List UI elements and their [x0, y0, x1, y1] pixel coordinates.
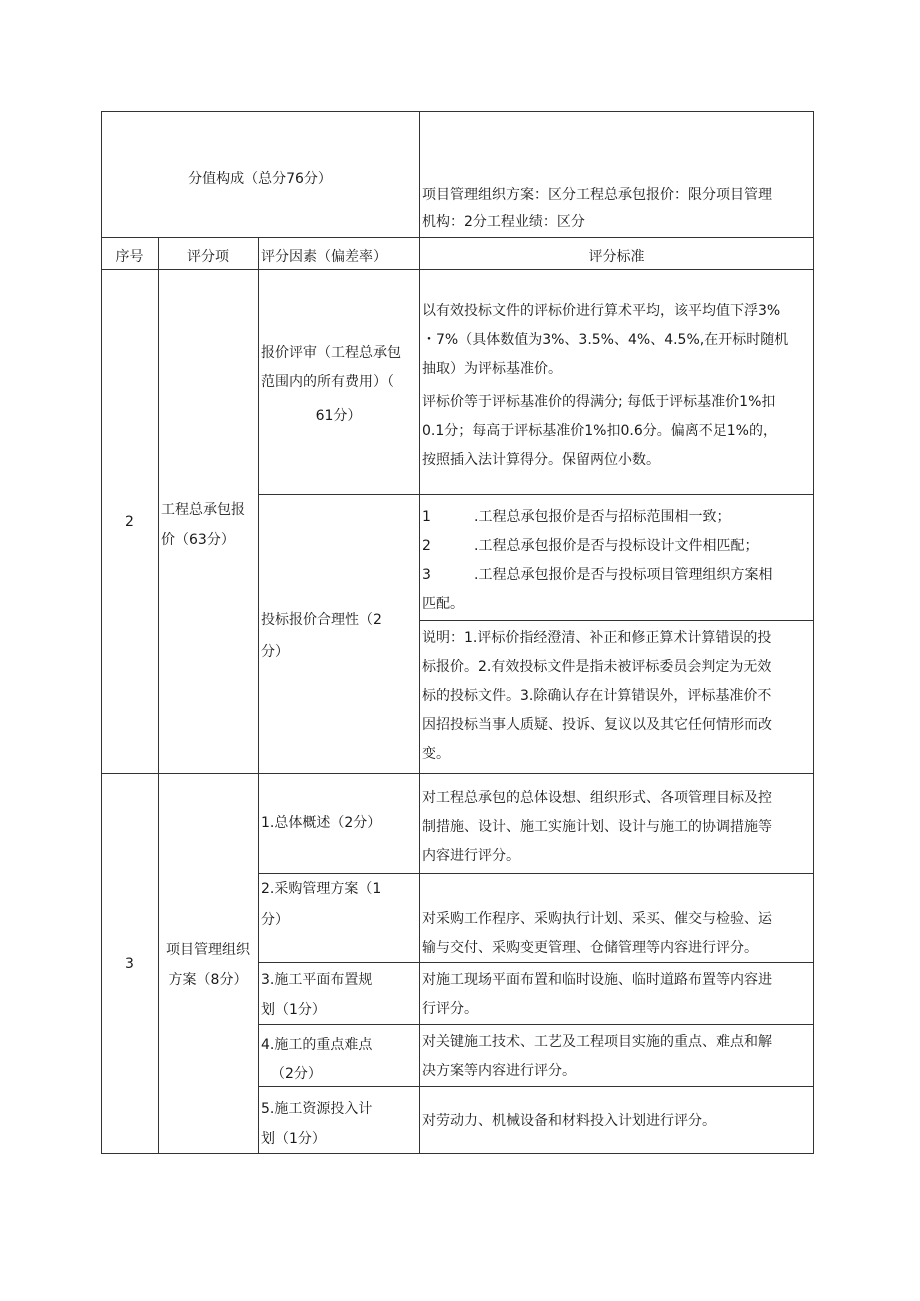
cell-divider [258, 962, 814, 963]
check-text: .工程总承包报价是否与招标范围相一致； [474, 509, 731, 525]
check-number: 1 [422, 509, 431, 525]
column-divider [258, 237, 259, 1154]
standard-line: 制措施、设计、施工实施计划、设计与施工的协调措施等 [422, 819, 772, 835]
standard-line: 抽取）为评标基准价。 [422, 361, 562, 377]
factor-line: 4.施工的重点难点 [261, 1037, 373, 1053]
row-item-line: 工程总承包报 [161, 502, 245, 518]
cell-divider [258, 1024, 814, 1025]
row-item-line: 项目管理组织 [166, 942, 250, 958]
column-header-seq: 序号 [115, 249, 144, 265]
note-line: 标报价。2.有效投标文件是指未被评标委员会判定为无效 [422, 659, 772, 675]
standard-line: 对工程总承包的总体设想、组织形式、各项管理目标及控 [422, 790, 772, 806]
row-item-line: 价（63分） [161, 532, 235, 548]
column-header-factor: 评分因素（偏差率） [261, 249, 387, 265]
row-divider [101, 773, 814, 774]
factor-line: （2分） [271, 1066, 322, 1082]
factor-line: 5.施工资源投入计 [261, 1101, 373, 1117]
summary-line-1: 项目管理组织方案：区分工程总承包报价：限分项目管理 [422, 187, 772, 203]
note-line: 说明：1.评标价指经澄清、补正和修正算术计算错误的投 [422, 630, 772, 646]
summary-line-2: 机构：2分工程业绩：区分 [422, 214, 585, 230]
standard-line: 以有效投标文件的评标价进行算术平均，该平均值下浮3% [422, 303, 781, 319]
standard-line: 行评分。 [422, 1001, 478, 1017]
scoring-table [101, 111, 814, 1154]
factor-line: 投标报价合理性（2 [261, 612, 382, 628]
standard-line: 输与交付、采购变更管理、仓储管理等内容进行评分。 [422, 940, 758, 956]
standard-line: 按照插入法计算得分。保留两位小数。 [422, 452, 660, 468]
note-line: 标的投标文件。3.除确认存在计算错误外，评标基准价不 [422, 688, 772, 704]
factor-line: 61分） [315, 408, 362, 424]
standard-line: 对劳动力、机械设备和材料投入计划进行评分。 [422, 1113, 716, 1129]
note-line: 变。 [422, 746, 450, 762]
check-item [422, 562, 772, 588]
check-number: 3 [422, 567, 431, 583]
row-divider [101, 237, 814, 238]
factor-line: 2.采购管理方案（1 [261, 881, 382, 897]
factor-line: 划（1分） [261, 1131, 326, 1147]
standard-line: 对施工现场平面布置和临时设施、临时道路布置等内容进 [422, 972, 772, 988]
table-border-bottom [101, 1153, 814, 1154]
row-seq: 2 [125, 514, 134, 530]
cell-divider [258, 1086, 814, 1087]
table-border-top [101, 111, 814, 112]
standard-line: 决方案等内容进行评分。 [422, 1063, 576, 1079]
cell-divider [258, 494, 814, 495]
standard-line: 0.1分；每高于评标基准价1%扣0.6分。偏离不足1%的， [422, 423, 777, 439]
standard-line: 评标价等于评标基准价的得满分; 每低于评标基准价1%扣 [422, 394, 776, 410]
factor-line: 范围内的所有费用）（ [261, 374, 394, 390]
column-header-standard: 评分标准 [588, 249, 645, 265]
factor-line: 分） [261, 644, 289, 660]
factor-line: 分） [261, 912, 289, 928]
cell-divider [258, 873, 814, 874]
column-header-item: 评分项 [187, 249, 229, 265]
standard-line: 内容进行评分。 [422, 848, 520, 864]
score-composition-label: 分值构成（总分76分） [188, 171, 332, 187]
check-item [422, 533, 758, 559]
factor-line: 报价评审（工程总承包 [261, 345, 401, 361]
row-item-line: 方案（8分） [168, 972, 248, 988]
factor-line: 3.施工平面布置规 [261, 972, 373, 988]
check-item [422, 504, 730, 530]
factor-line: 划（1分） [261, 1002, 326, 1018]
row-seq: 3 [125, 956, 134, 972]
check-number: 2 [422, 538, 431, 554]
factor-line: 1.总体概述（2分） [261, 815, 382, 831]
check-tail: 匹配。 [422, 596, 464, 612]
check-text: .工程总承包报价是否与投标设计文件相匹配； [474, 538, 759, 554]
standard-line: 对关键施工技术、工艺及工程项目实施的重点、难点和解 [422, 1034, 772, 1050]
standard-line: 对采购工作程序、采购执行计划、采买、催交与检验、运 [422, 911, 772, 927]
standard-line: ・7%（具体数值为3%、3.5%、4%、4.5%,在开标时随机 [422, 332, 789, 348]
cell-divider [419, 620, 814, 621]
note-line: 因招投标当事人质疑、投诉、复议以及其它任何情形而改 [422, 717, 772, 733]
check-text: .工程总承包报价是否与投标项目管理组织方案相 [474, 567, 773, 583]
column-divider [158, 237, 159, 1154]
